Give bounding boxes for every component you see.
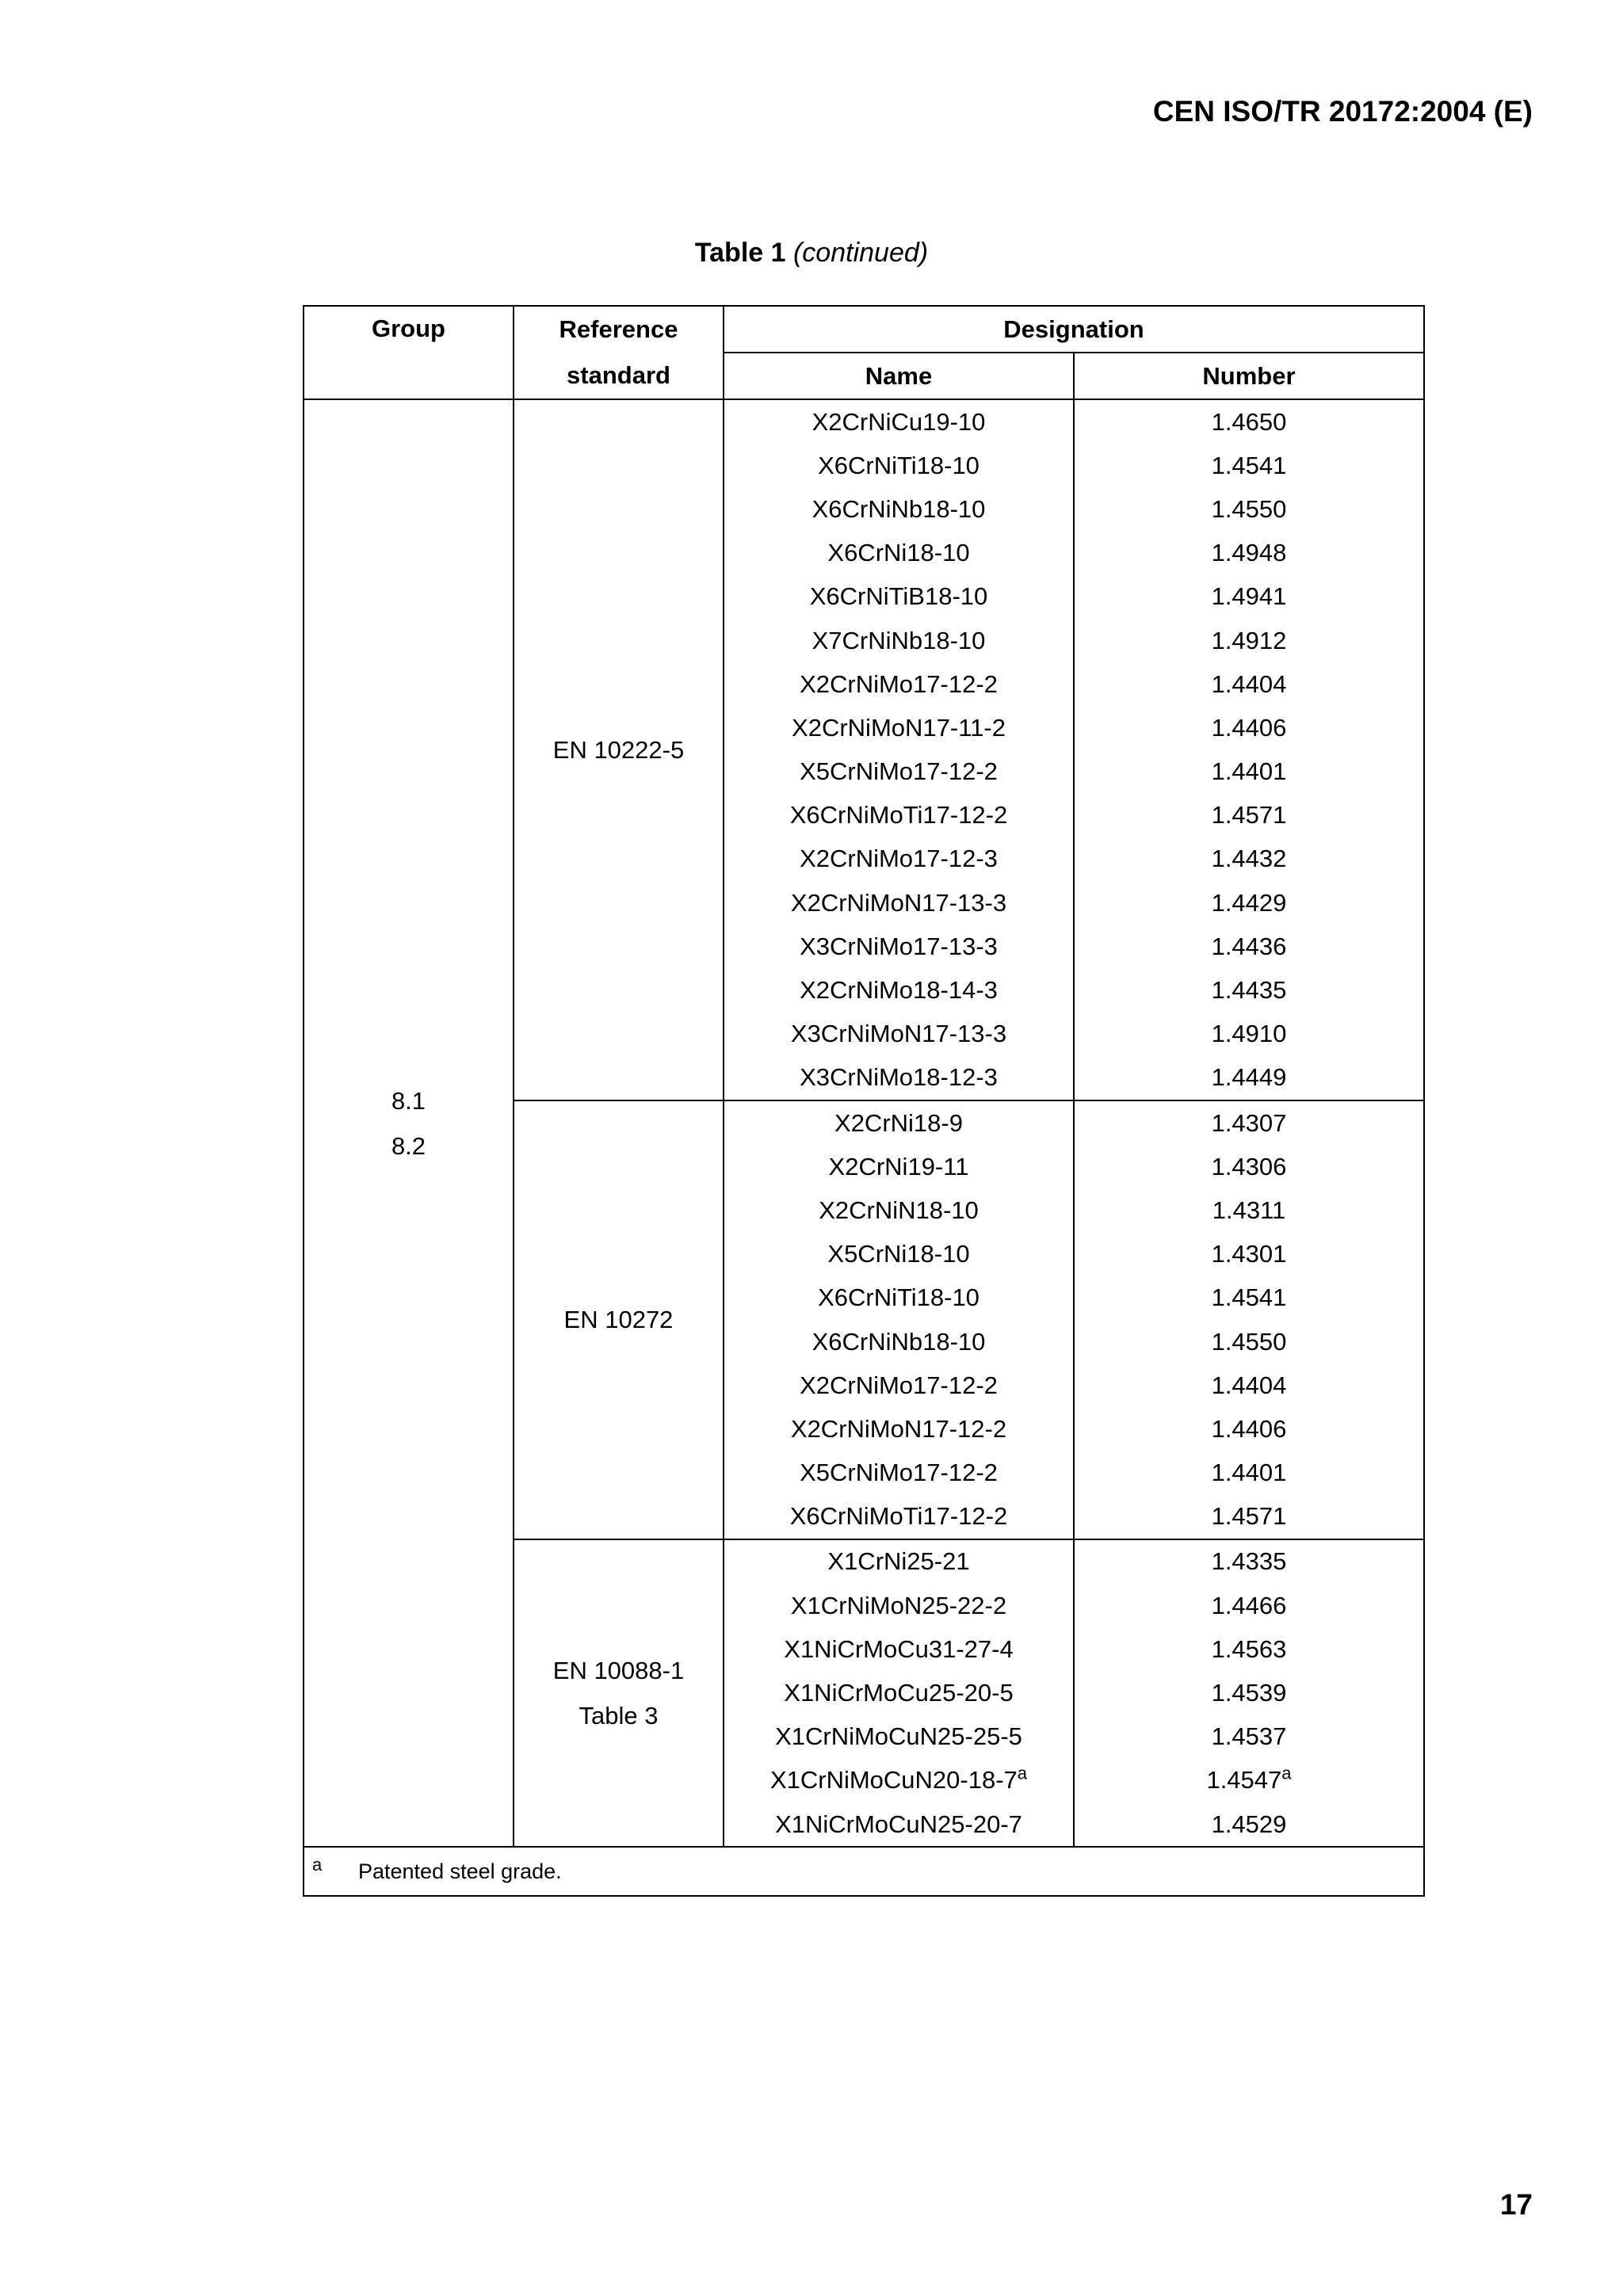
steel-number: 1.4948 bbox=[1211, 539, 1287, 567]
footnote-reference: a bbox=[1017, 1764, 1028, 1784]
steel-name: X1CrNiMoN25-22-2 bbox=[790, 1591, 1007, 1619]
steel-name: X6CrNiTi18-10 bbox=[818, 451, 980, 479]
steel-name: X2CrNiMoN17-11-2 bbox=[792, 713, 1006, 742]
steel-number: 1.4541 bbox=[1211, 1283, 1287, 1312]
steel-number-cell bbox=[1074, 1715, 1424, 1759]
steel-name: X5CrNi18-10 bbox=[827, 1240, 970, 1268]
steel-number: 1.4306 bbox=[1211, 1152, 1287, 1180]
footnote-text: Patented steel grade. bbox=[358, 1859, 562, 1883]
steel-number-cell bbox=[1074, 1584, 1424, 1627]
table-body bbox=[304, 399, 1424, 1847]
steel-number-cell bbox=[1074, 1276, 1424, 1320]
header-group: Group bbox=[304, 306, 514, 399]
group-value: 8.2 bbox=[391, 1131, 426, 1160]
steel-name-cell bbox=[724, 881, 1074, 925]
steel-name-cell bbox=[724, 444, 1074, 487]
steel-name: X3CrNiMo17-13-3 bbox=[800, 932, 998, 960]
steel-name-cell bbox=[724, 619, 1074, 662]
steel-name: X2CrNiCu19-10 bbox=[812, 407, 986, 436]
header-number: Number bbox=[1074, 353, 1424, 399]
steel-name: X5CrNiMo17-12-2 bbox=[800, 1459, 998, 1487]
steel-number-cell bbox=[1074, 881, 1424, 925]
steel-number-cell bbox=[1074, 1056, 1424, 1100]
steel-name: X6CrNiNb18-10 bbox=[812, 1327, 986, 1356]
steel-number-cell bbox=[1074, 968, 1424, 1012]
steel-name: X2CrNiMo18-14-3 bbox=[800, 976, 998, 1005]
reference-standard-cell bbox=[514, 399, 724, 1100]
steel-number-cell bbox=[1074, 619, 1424, 662]
steel-number-cell bbox=[1074, 487, 1424, 531]
steel-number-cell bbox=[1074, 1407, 1424, 1451]
steel-name-cell bbox=[724, 925, 1074, 968]
steel-name: X2CrNiMo17-12-3 bbox=[800, 845, 998, 873]
steel-name-cell bbox=[724, 1407, 1074, 1451]
steel-number-cell bbox=[1074, 1145, 1424, 1188]
steel-number-cell bbox=[1074, 1188, 1424, 1232]
reference-standard-cell bbox=[514, 1100, 724, 1539]
steel-number: 1.4449 bbox=[1211, 1063, 1287, 1092]
steel-name-cell bbox=[724, 1320, 1074, 1363]
steel-number-cell bbox=[1074, 1013, 1424, 1056]
steel-number-cell bbox=[1074, 837, 1424, 881]
steel-name: X2CrNiN18-10 bbox=[819, 1196, 979, 1224]
steel-name-cell bbox=[724, 1233, 1074, 1276]
steel-number: 1.4541 bbox=[1211, 451, 1287, 479]
steel-name: X6CrNiNb18-10 bbox=[812, 494, 986, 523]
steel-name: X2CrNiMo17-12-2 bbox=[800, 1371, 998, 1399]
steel-number-cell bbox=[1074, 750, 1424, 794]
steel-number-cell bbox=[1074, 1363, 1424, 1407]
steel-designation-table bbox=[303, 305, 1425, 1897]
steel-number: 1.4912 bbox=[1211, 626, 1287, 654]
steel-name-cell bbox=[724, 794, 1074, 837]
reference-standard: Table 3 bbox=[579, 1702, 659, 1730]
steel-number: 1.4466 bbox=[1211, 1591, 1287, 1619]
steel-number-cell bbox=[1074, 1451, 1424, 1495]
steel-number: 1.4311 bbox=[1212, 1196, 1286, 1224]
steel-name: X5CrNiMo17-12-2 bbox=[800, 757, 998, 786]
steel-number-cell bbox=[1074, 1759, 1424, 1802]
steel-name-cell bbox=[724, 1363, 1074, 1407]
steel-name: X6CrNiMoTi17-12-2 bbox=[789, 1502, 1008, 1531]
steel-number: 1.4404 bbox=[1211, 1371, 1287, 1399]
steel-name: X1NiCrMoCu31-27-4 bbox=[784, 1634, 1014, 1663]
steel-number: 1.4406 bbox=[1211, 1414, 1287, 1443]
table-footnote: a Patented steel grade. bbox=[304, 1847, 1424, 1896]
header-reference-line1: Reference bbox=[514, 306, 724, 353]
steel-number: 1.4547 bbox=[1206, 1766, 1282, 1794]
steel-number-cell bbox=[1074, 532, 1424, 575]
steel-number: 1.4550 bbox=[1211, 494, 1287, 523]
steel-name-cell bbox=[724, 1802, 1074, 1847]
steel-name-cell bbox=[724, 837, 1074, 881]
footnote-reference: a bbox=[1281, 1764, 1292, 1784]
steel-name: X6CrNi18-10 bbox=[827, 539, 970, 567]
steel-number: 1.4941 bbox=[1211, 582, 1287, 611]
steel-number: 1.4436 bbox=[1211, 932, 1287, 960]
steel-name-cell bbox=[724, 1627, 1074, 1671]
steel-name-cell bbox=[724, 1584, 1074, 1627]
steel-number-cell bbox=[1074, 1627, 1424, 1671]
steel-number: 1.4539 bbox=[1211, 1679, 1287, 1707]
steel-name: X1CrNiMoCuN20-18-7 bbox=[769, 1766, 1018, 1794]
steel-name-cell bbox=[724, 1013, 1074, 1056]
steel-number-cell bbox=[1074, 1320, 1424, 1363]
header-name: Name bbox=[724, 353, 1074, 399]
group-value: 8.1 bbox=[391, 1086, 426, 1115]
steel-number-cell bbox=[1074, 444, 1424, 487]
steel-name-cell bbox=[724, 399, 1074, 444]
steel-name-cell bbox=[724, 1056, 1074, 1100]
steel-name-cell bbox=[724, 1495, 1074, 1539]
table-row bbox=[304, 399, 1424, 444]
steel-number: 1.4550 bbox=[1211, 1327, 1287, 1356]
steel-name-cell bbox=[724, 1276, 1074, 1320]
steel-name: X1NiCrMoCuN25-20-7 bbox=[775, 1810, 1022, 1838]
steel-number: 1.4404 bbox=[1211, 669, 1287, 698]
steel-name-cell bbox=[724, 662, 1074, 706]
steel-name: X3CrNiMo18-12-3 bbox=[800, 1063, 998, 1092]
steel-number: 1.4537 bbox=[1211, 1722, 1287, 1751]
steel-name-cell bbox=[724, 1715, 1074, 1759]
steel-name: X6CrNiTi18-10 bbox=[818, 1283, 980, 1312]
steel-number: 1.4571 bbox=[1211, 801, 1287, 830]
steel-name: X1NiCrMoCu25-20-5 bbox=[784, 1679, 1014, 1707]
steel-number-cell bbox=[1074, 1233, 1424, 1276]
steel-name-cell bbox=[724, 1100, 1074, 1145]
table-caption-title: Table 1 bbox=[694, 238, 786, 268]
steel-number-cell bbox=[1074, 1671, 1424, 1714]
steel-name-cell bbox=[724, 1451, 1074, 1495]
header-reference-line2: standard bbox=[514, 353, 724, 399]
header-designation: Designation bbox=[724, 306, 1424, 353]
steel-number-cell bbox=[1074, 575, 1424, 619]
steel-name-cell bbox=[724, 750, 1074, 794]
reference-standard: EN 10272 bbox=[563, 1306, 674, 1334]
steel-number-cell bbox=[1074, 1100, 1424, 1145]
steel-name: X2CrNiMoN17-13-3 bbox=[790, 888, 1007, 917]
table-caption-continued: (continued) bbox=[792, 238, 929, 268]
steel-name-cell bbox=[724, 575, 1074, 619]
steel-name-cell bbox=[724, 1145, 1074, 1188]
steel-number: 1.4650 bbox=[1211, 407, 1287, 436]
steel-name-cell bbox=[724, 1671, 1074, 1714]
steel-name-cell bbox=[724, 1188, 1074, 1232]
group-cell bbox=[304, 399, 514, 1847]
steel-name-cell bbox=[724, 487, 1074, 531]
steel-number: 1.4563 bbox=[1211, 1634, 1287, 1663]
steel-number-cell bbox=[1074, 794, 1424, 837]
reference-standard-cell bbox=[514, 1539, 724, 1847]
steel-number: 1.4307 bbox=[1211, 1108, 1287, 1137]
steel-number: 1.4335 bbox=[1211, 1547, 1287, 1576]
steel-number-cell bbox=[1074, 925, 1424, 968]
table-caption bbox=[0, 238, 1623, 269]
steel-number: 1.4910 bbox=[1211, 1020, 1287, 1048]
steel-number: 1.4432 bbox=[1211, 845, 1287, 873]
steel-number: 1.4406 bbox=[1211, 713, 1287, 742]
reference-standard: EN 10088-1 bbox=[552, 1657, 685, 1685]
reference-standard: EN 10222-5 bbox=[552, 736, 685, 764]
steel-number-cell bbox=[1074, 1802, 1424, 1847]
steel-number-cell bbox=[1074, 399, 1424, 444]
steel-name-cell bbox=[724, 532, 1074, 575]
steel-number-cell bbox=[1074, 706, 1424, 749]
page-number: 17 bbox=[1499, 2188, 1533, 2221]
steel-name: X2CrNi19-11 bbox=[828, 1152, 969, 1180]
steel-name: X2CrNiMo17-12-2 bbox=[800, 669, 998, 698]
document-id: CEN ISO/TR 20172:2004 (E) bbox=[1152, 95, 1533, 128]
steel-name: X7CrNiNb18-10 bbox=[812, 626, 986, 654]
steel-number: 1.4435 bbox=[1211, 976, 1287, 1005]
steel-number-cell bbox=[1074, 662, 1424, 706]
steel-number-cell bbox=[1074, 1495, 1424, 1539]
steel-name: X2CrNiMoN17-12-2 bbox=[790, 1414, 1007, 1443]
steel-name-cell bbox=[724, 968, 1074, 1012]
steel-number: 1.4301 bbox=[1211, 1240, 1287, 1268]
steel-name-cell bbox=[724, 706, 1074, 749]
steel-name: X3CrNiMoN17-13-3 bbox=[790, 1020, 1007, 1048]
steel-name: X1CrNi25-21 bbox=[827, 1547, 970, 1576]
steel-name: X6CrNiTiB18-10 bbox=[809, 582, 988, 611]
steel-name: X1CrNiMoCuN25-25-5 bbox=[775, 1722, 1022, 1751]
steel-name-cell bbox=[724, 1759, 1074, 1802]
steel-number-cell bbox=[1074, 1539, 1424, 1584]
steel-number: 1.4529 bbox=[1211, 1810, 1287, 1838]
steel-name: X6CrNiMoTi17-12-2 bbox=[789, 801, 1008, 830]
steel-number: 1.4401 bbox=[1211, 1459, 1287, 1487]
steel-name-cell bbox=[724, 1539, 1074, 1584]
steel-number: 1.4401 bbox=[1211, 757, 1287, 786]
steel-number: 1.4429 bbox=[1211, 888, 1287, 917]
steel-number: 1.4571 bbox=[1211, 1502, 1287, 1531]
steel-name: X2CrNi18-9 bbox=[834, 1108, 963, 1137]
